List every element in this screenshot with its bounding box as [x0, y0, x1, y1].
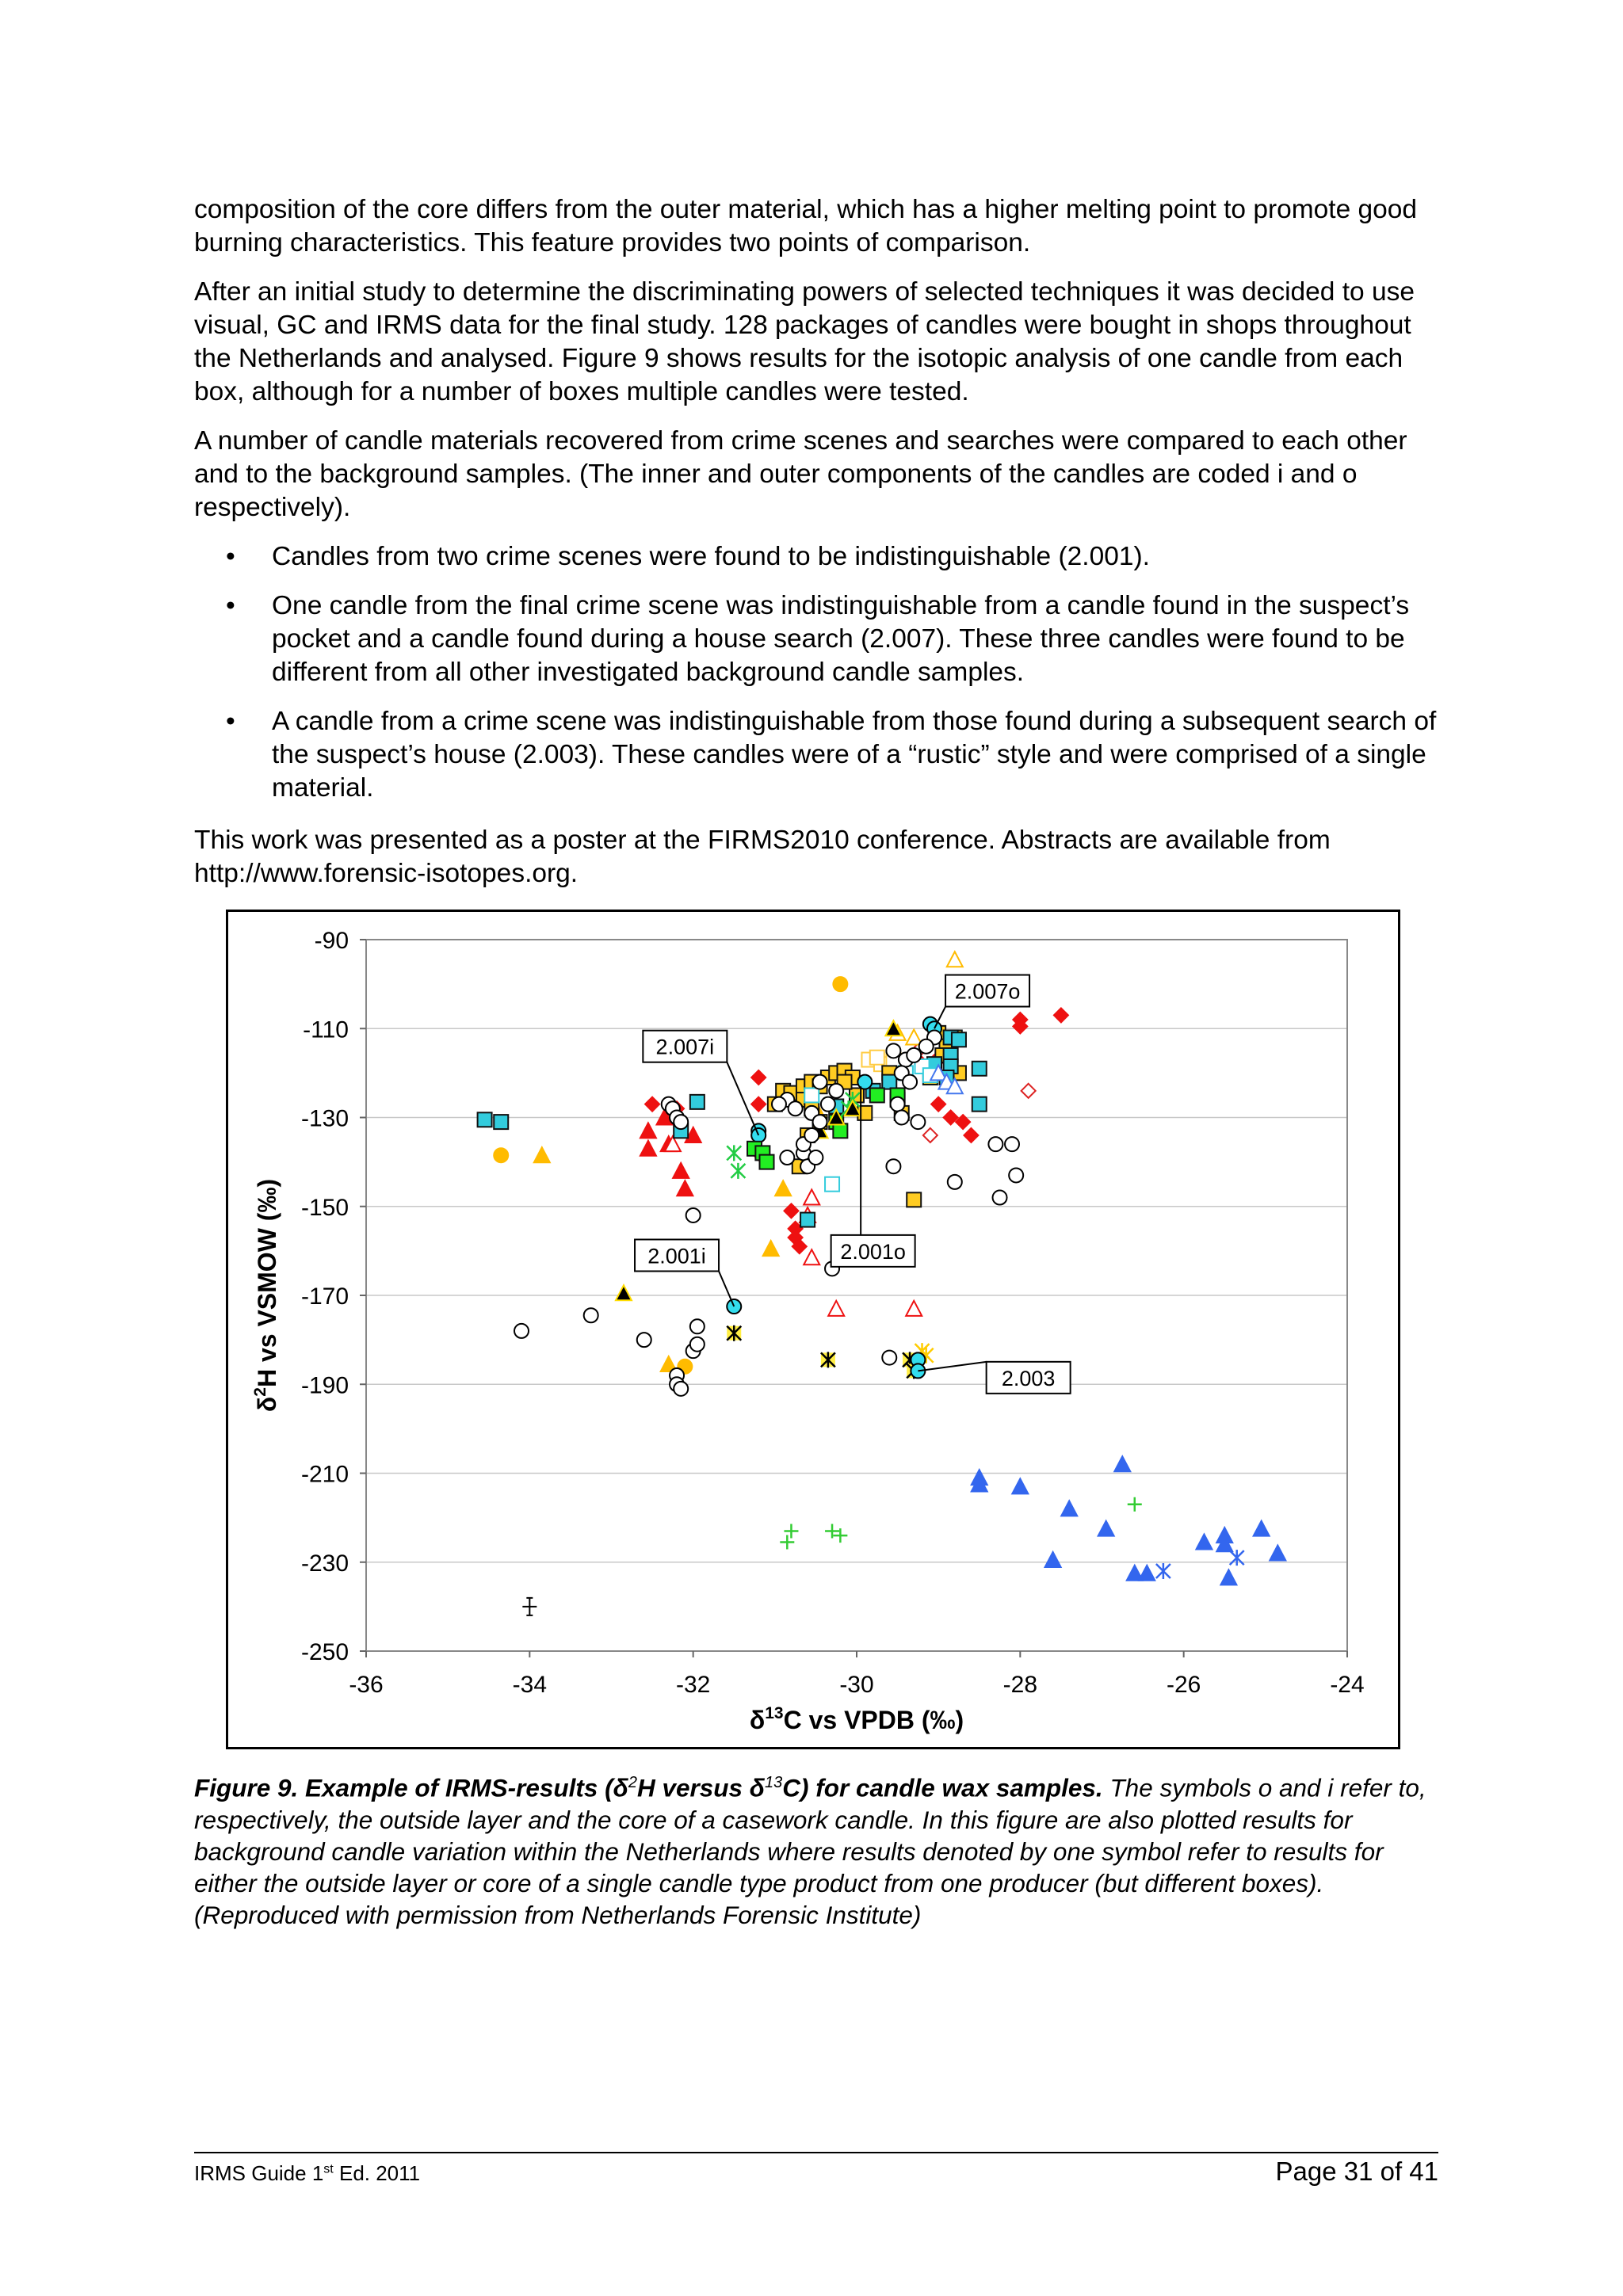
data-point — [808, 1150, 823, 1165]
paragraph-3: A number of candle materials recovered from crime scenes and searches were compared to each other and to the background samples. (The inner and outer components of the candles are coded i and o respectively). — [194, 426, 1407, 522]
data-point — [674, 1115, 688, 1129]
data-point — [1128, 1497, 1142, 1512]
data-point — [1054, 1008, 1068, 1022]
data-point — [751, 1097, 766, 1112]
caption-title-b: H versus — [636, 1773, 750, 1802]
data-point — [645, 1097, 659, 1112]
data-point — [906, 1301, 922, 1316]
caption-sup-2: 13 — [765, 1774, 783, 1791]
data-point — [903, 1075, 917, 1089]
data-point — [637, 1333, 651, 1347]
data-point — [640, 1123, 656, 1138]
data-point — [494, 1115, 508, 1129]
data-point — [907, 1192, 921, 1207]
data-point — [772, 1097, 786, 1112]
y-tick-label: -150 — [300, 1194, 349, 1221]
data-point — [690, 1319, 705, 1333]
figure-9-frame — [226, 910, 1400, 1749]
x-axis-delta: δ — [749, 1706, 766, 1734]
data-point — [886, 1043, 900, 1058]
caption-title-a: Figure 9. Example of IRMS-results ( — [194, 1773, 613, 1802]
x-tick-label: -26 — [1166, 1672, 1201, 1698]
list-item — [194, 589, 1438, 689]
data-point — [870, 1051, 884, 1065]
paragraph-1: composition of the core differs from the outer material, which has a higher melting point to promote good burning characteristics. This feature provides two points of comparison. — [194, 195, 1418, 257]
y-tick-label: -190 — [300, 1372, 349, 1399]
data-point — [804, 1249, 819, 1264]
bullet-icon: • — [226, 707, 235, 736]
data-point — [584, 1308, 598, 1322]
x-tick-label: -24 — [1330, 1672, 1365, 1698]
x-tick-label: -36 — [349, 1672, 384, 1698]
page-number: Page 31 of 41 — [1275, 2157, 1438, 2186]
data-point — [923, 1128, 938, 1142]
data-point — [947, 952, 963, 967]
bullet-text: Candles from two crime scenes were found to be indistinguishable (2.001). — [272, 542, 1150, 571]
x-axis-sup: 13 — [765, 1704, 784, 1722]
annotation-label: 2.001o — [840, 1239, 906, 1264]
footer-divider — [194, 2152, 1438, 2153]
y-tick-label: -110 — [303, 1016, 349, 1043]
x-tick-label: -30 — [839, 1672, 874, 1698]
y-axis-title — [251, 1179, 281, 1412]
x-axis-rest: C vs VPDB (‰) — [783, 1706, 964, 1734]
y-tick-label: -170 — [300, 1283, 349, 1310]
annotation-leader — [719, 1271, 734, 1306]
data-point — [800, 1213, 815, 1227]
data-point — [1005, 1137, 1019, 1151]
series-black-cross-error-bar- — [522, 1598, 537, 1615]
bullet-list — [194, 540, 1438, 821]
data-point — [833, 977, 847, 991]
annotation-leader — [727, 1062, 758, 1135]
y-tick-label: -230 — [300, 1550, 349, 1577]
data-point — [964, 1128, 978, 1142]
bullet-icon: • — [226, 542, 235, 571]
data-point — [494, 1148, 508, 1162]
paragraph-4: This work was presented as a poster at the FIRMS2010 conference. Abstracts are available from http://www.forensic-isotopes.org. — [194, 826, 1331, 888]
data-point — [813, 1075, 827, 1089]
data-point — [1196, 1534, 1212, 1549]
bullet-text: A candle from a crime scene was indistinguishable from those found during a subsequent search of the suspect’s house (2.003). These candles were of a “rustic” style and were comprised of a single material. — [272, 707, 1437, 803]
data-point — [829, 1084, 843, 1098]
y-tick-label: -250 — [300, 1639, 349, 1665]
data-point — [1022, 1084, 1036, 1098]
y-tick-label: -90 — [314, 928, 349, 954]
annotation-label: 2.003 — [1001, 1366, 1056, 1390]
x-tick-label: -28 — [1002, 1672, 1038, 1698]
data-point — [931, 1097, 945, 1112]
paragraph-2: After an initial study to determine the discriminating powers of selected techniques it was decided to use visual, GC and IRMS data for the final study. 128 packages of candles were bought in shops throughout the Netherlands and analysed. Figure 9 shows results for the isotopic analysis of one candle from each box, although for a number of boxes multiple candles were tested. — [194, 277, 1415, 406]
data-point — [1156, 1563, 1170, 1579]
data-point — [804, 1190, 819, 1205]
data-point — [690, 1095, 705, 1109]
data-point — [804, 1128, 819, 1142]
footer-title-sup: st — [323, 2162, 334, 2176]
caption-sup-1: 2 — [628, 1774, 637, 1791]
list-item — [194, 705, 1438, 805]
bullet-icon: • — [226, 591, 235, 620]
data-point — [727, 1145, 741, 1161]
data-point — [1012, 1478, 1028, 1493]
data-point — [886, 1159, 900, 1173]
caption-delta-1: δ — [613, 1773, 628, 1802]
data-point — [804, 1088, 819, 1102]
data-point — [1230, 1550, 1244, 1566]
data-point — [775, 1180, 791, 1196]
y-tick-label: -130 — [300, 1105, 349, 1132]
data-point — [833, 1123, 847, 1138]
annotation-label: 2.007o — [954, 979, 1021, 1004]
scatter-chart — [228, 912, 1398, 1747]
closing-text — [194, 824, 1438, 906]
data-point — [478, 1112, 492, 1127]
data-point — [789, 1101, 803, 1116]
data-point — [760, 1155, 774, 1169]
annotation-leader — [918, 1362, 986, 1371]
y-tick-label: -210 — [300, 1461, 349, 1488]
data-point — [751, 1070, 766, 1085]
data-point — [828, 1301, 844, 1316]
caption-delta-2: δ — [749, 1773, 766, 1802]
data-point — [731, 1163, 745, 1179]
data-point — [1220, 1569, 1236, 1585]
data-point — [1045, 1552, 1061, 1567]
x-tick-label: -32 — [675, 1672, 711, 1698]
data-point — [1270, 1546, 1285, 1561]
figure-caption — [194, 1767, 1438, 1931]
annotation-label: 2.007i — [655, 1035, 715, 1059]
data-point — [534, 1147, 550, 1162]
x-tick-label: -34 — [512, 1672, 548, 1698]
footer-title-edition: Ed. 2011 — [333, 2161, 421, 2185]
footer-document-title — [194, 2161, 420, 2186]
data-point — [972, 1062, 987, 1076]
data-series — [478, 952, 1286, 1615]
data-point — [821, 1097, 835, 1112]
data-point — [780, 1150, 794, 1165]
data-point — [972, 1097, 987, 1112]
data-point — [616, 1285, 632, 1300]
data-point — [522, 1598, 537, 1615]
data-point — [640, 1141, 656, 1156]
y-axis-sup: 2 — [251, 1387, 269, 1397]
annotation-label: 2.001i — [647, 1244, 706, 1268]
data-point — [677, 1180, 693, 1196]
series-orange-filled-triangles — [534, 1100, 824, 1371]
data-point — [813, 1115, 827, 1129]
intro-text — [194, 193, 1438, 540]
data-point — [948, 1175, 962, 1189]
annotation — [918, 1362, 1070, 1394]
data-point — [690, 1337, 705, 1352]
data-point — [1009, 1168, 1023, 1182]
data-point — [891, 1097, 905, 1112]
caption-body: The symbols o and i refer to, respectively, the outside layer and the core of a casework candle. In this figure are also plotted results for background candle variation within the Netherlands where results denoted by one symbol refer to results for either the outside layer or core of a single candle type product from one producer (but different boxes). (Reproduced with permission from Netherlands Forensic Institute) — [194, 1773, 1426, 1929]
data-point — [1139, 1566, 1155, 1581]
data-point — [993, 1191, 1007, 1205]
x-axis-title — [750, 1704, 964, 1734]
data-point — [882, 1075, 896, 1089]
data-point — [514, 1324, 529, 1338]
data-point — [673, 1163, 689, 1178]
y-axis-rest: H vs VSMOW (‰) — [253, 1178, 281, 1388]
data-point — [870, 1088, 884, 1102]
list-item — [194, 540, 1438, 574]
data-point — [857, 1075, 872, 1089]
caption-title-c: C) for candle wax samples. — [782, 1773, 1103, 1802]
data-point — [825, 1177, 839, 1192]
bullet-text: One candle from the final crime scene was indistinguishable from a candle found in the suspect’s pocket and a candle found during a house search (2.007). These three candles were found to be different from all other investigated background candle samples. — [272, 591, 1410, 687]
data-point — [1254, 1521, 1270, 1536]
data-point — [686, 1208, 701, 1222]
data-point — [952, 1032, 966, 1047]
data-point — [882, 1351, 896, 1365]
data-point — [1098, 1521, 1114, 1536]
y-axis-delta: δ — [253, 1396, 281, 1413]
data-point — [988, 1137, 1002, 1151]
data-point — [919, 1039, 934, 1054]
annotation — [635, 1239, 734, 1306]
data-point — [763, 1241, 779, 1256]
data-point — [1114, 1456, 1130, 1471]
data-point — [907, 1048, 921, 1062]
data-point — [911, 1115, 925, 1129]
data-point — [1061, 1501, 1077, 1516]
series-blue-filled-triangles — [972, 1456, 1286, 1585]
footer-title-text: IRMS Guide 1 — [194, 2161, 324, 2185]
data-point — [674, 1382, 688, 1396]
series-green-plus — [780, 1497, 1141, 1550]
data-point — [895, 1111, 909, 1125]
